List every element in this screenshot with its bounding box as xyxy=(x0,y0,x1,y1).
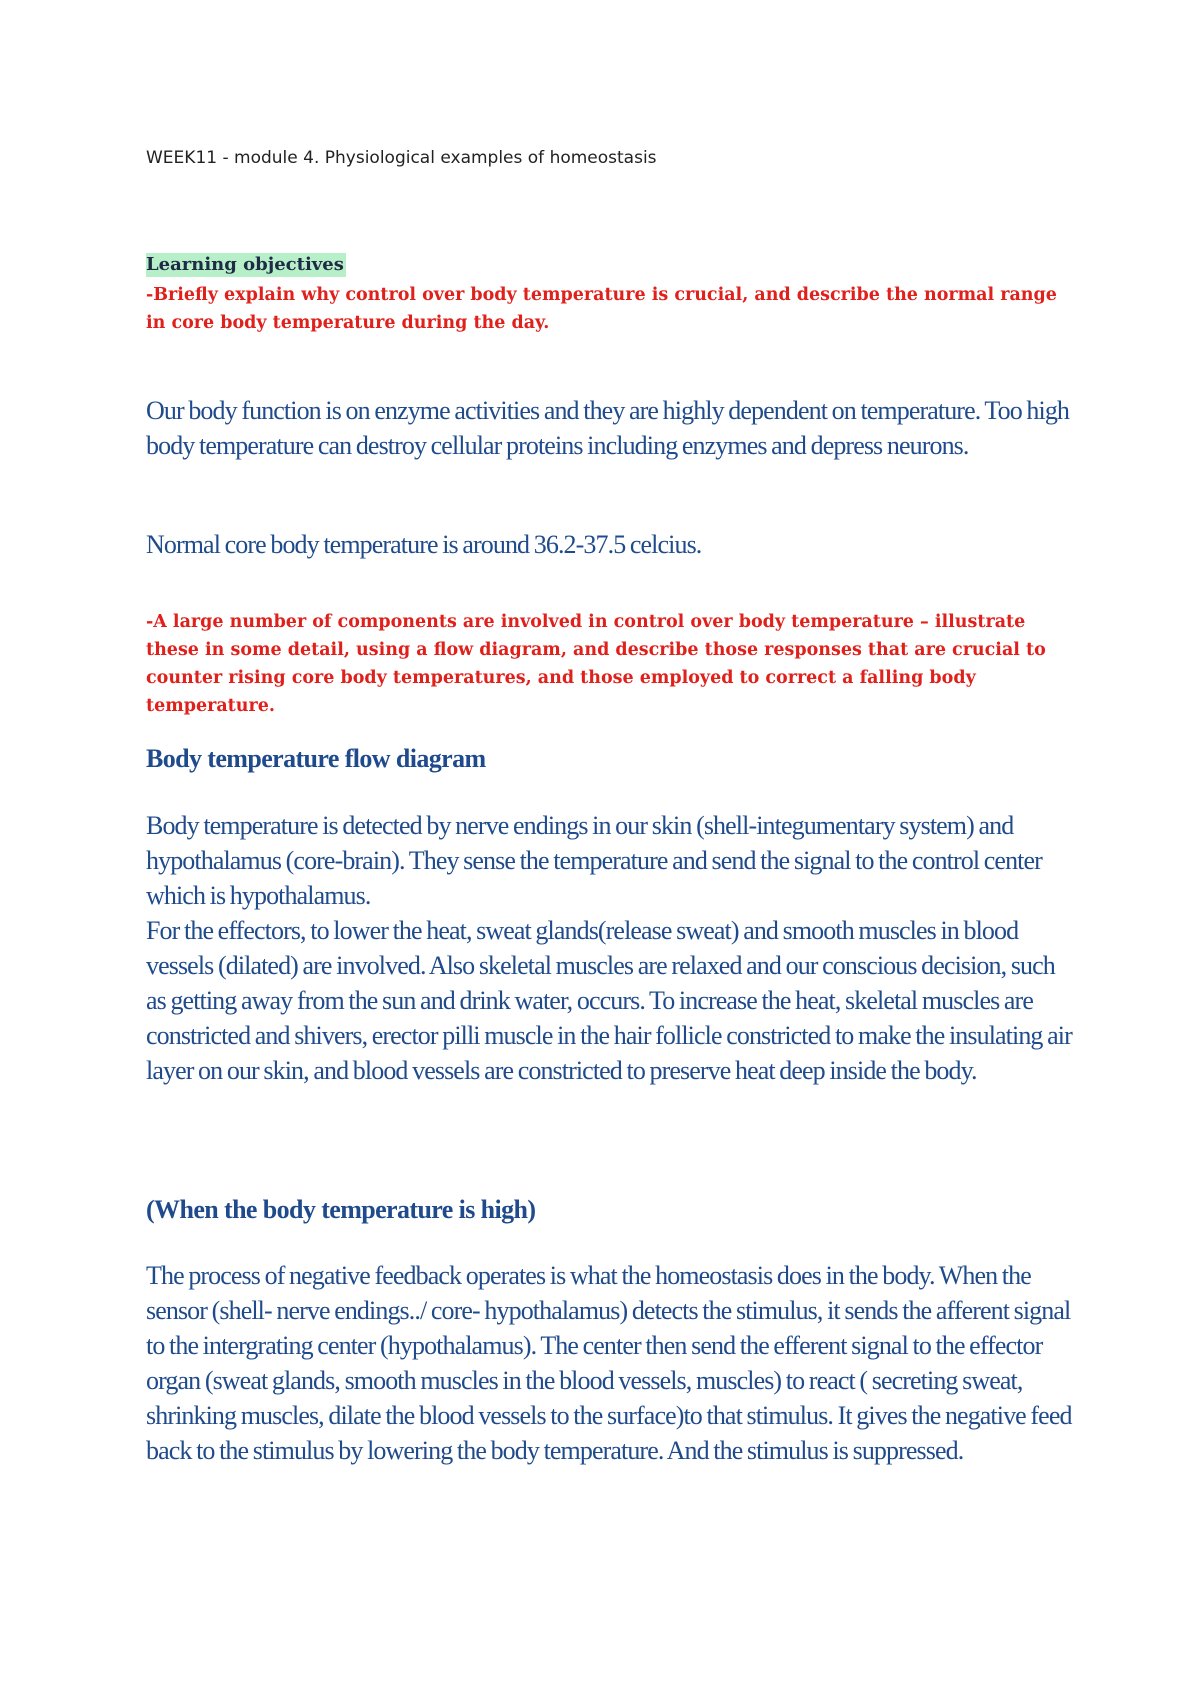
learning-objectives-heading: Learning objectives xyxy=(146,254,344,275)
paragraph-normal-temperature: Normal core body temperature is around 36.2-37.5 celcius. xyxy=(146,530,702,559)
objective-2: -A large number of components are involved in control over body temperature – illustrate these in some detail, using a flow diagram, and describe those responses that are crucial to counter rising core body temperatures, and those employed to correct a falling body temperature. xyxy=(146,612,1046,716)
objective-1: -Briefly explain why control over body temperature is crucial, and describe the normal range in core body temperature during the day. xyxy=(146,285,1057,333)
paragraph-detection: Body temperature is detected by nerve endings in our skin (shell-integumentary system) and hypothalamus (core-brain). They sense the temperature and send the signal to the control center which is hypothalamus. xyxy=(146,811,1042,910)
paragraph-negative-feedback: The process of negative feedback operates is what the homeostasis does in the body. When the sensor (shell- nerve endings../ core- hypothalamus) detects the stimulus, it sends the afferent signal to the intergrating center (hypothalamus). The center then send the efferent signal to the effector organ (sweat glands, smooth muscles in the blood vessels, muscles) to react ( secreting sweat, shrinking muscles, dilate the blood vessels to the surface)to that stimulus. It gives the negative feed back to the stimulus by lowering the body temperature. And the stimulus is suppressed. xyxy=(146,1261,1072,1465)
high-temperature-heading: (When the body temperature is high) xyxy=(146,1195,536,1224)
paragraph-enzymes: Our body function is on enzyme activities and they are highly dependent on temperature. Too high body temperature can destroy cellular proteins including enzymes and depress neurons. xyxy=(146,396,1070,460)
paragraph-effectors: For the effectors, to lower the heat, sweat glands(release sweat) and smooth muscles in blood vessels (dilated) are involved. Also skeletal muscles are relaxed and our conscious decision, such as getting away from the sun and drink water, occurs. To increase the heat, skeletal muscles are constricted and shivers, erector pilli muscle in the hair follicle constricted to make the insulating air layer on our skin, and blood vessels are constricted to preserve heat deep inside the body. xyxy=(146,916,1072,1085)
page-header: WEEK11 - module 4. Physiological examples of homeostasis xyxy=(146,148,657,168)
flow-diagram-heading: Body temperature flow diagram xyxy=(146,744,486,773)
